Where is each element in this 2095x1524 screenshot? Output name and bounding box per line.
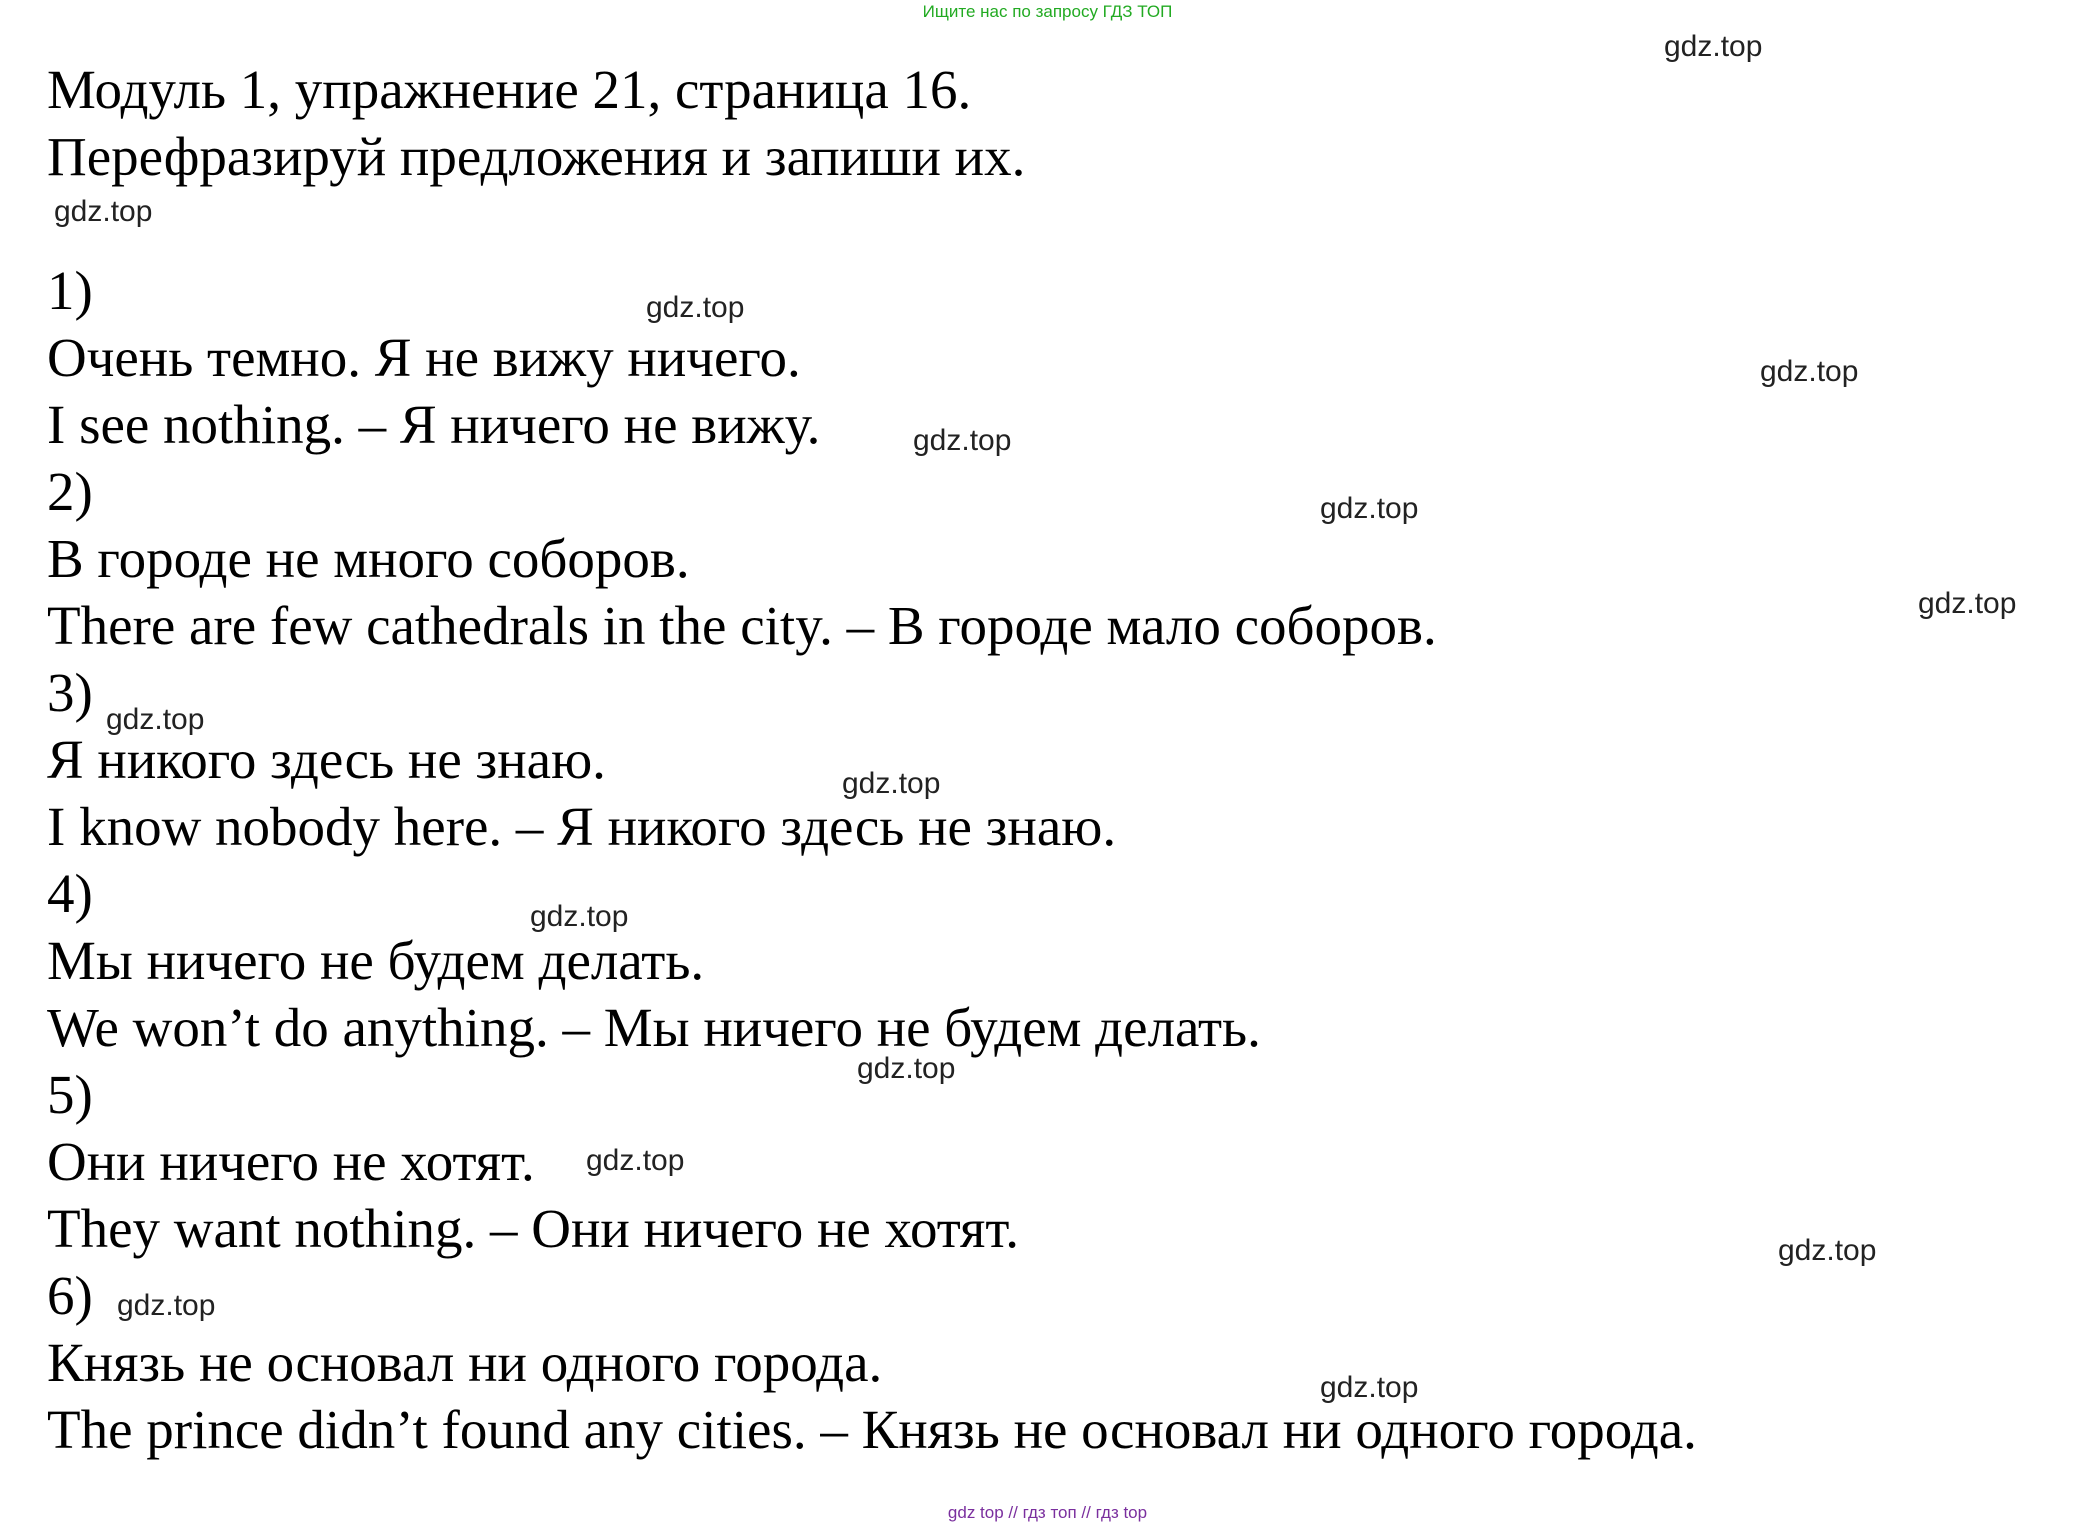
- footer-text: gdz top // гдз топ // гдз top: [947, 1503, 1148, 1522]
- watermark: gdz.top: [586, 1144, 685, 1177]
- exercise-russian: Очень темно. Я не вижу ничего.: [47, 327, 801, 388]
- watermark: gdz.top: [54, 195, 153, 228]
- exercise-number: 1): [47, 260, 93, 321]
- watermark: gdz.top: [913, 424, 1012, 457]
- watermark: gdz.top: [1918, 587, 2017, 620]
- exercise-number: 5): [47, 1064, 93, 1125]
- exercise-number: 4): [47, 863, 93, 924]
- top-banner: Ищите нас по запросу ГДЗ ТОП: [922, 2, 1173, 21]
- exercise-russian: Князь не основал ни одного города.: [47, 1332, 883, 1393]
- exercise-number: 2): [47, 461, 93, 522]
- watermark: gdz.top: [842, 767, 941, 800]
- watermark: gdz.top: [106, 703, 205, 736]
- exercise-russian: В городе не много соборов.: [47, 528, 690, 589]
- exercise-russian: Я никого здесь не знаю.: [47, 729, 606, 790]
- exercise-russian: Мы ничего не будем делать.: [47, 930, 705, 991]
- watermark: gdz.top: [1664, 30, 1763, 63]
- exercise-number: 6): [47, 1265, 93, 1326]
- instruction-text: Перефразируй предложения и запиши их.: [47, 126, 1026, 187]
- watermark: gdz.top: [857, 1052, 956, 1085]
- exercise-answer: They want nothing. – Они ничего не хотят.: [47, 1198, 1019, 1259]
- watermark: gdz.top: [1760, 355, 1859, 388]
- watermark: gdz.top: [1778, 1234, 1877, 1267]
- watermark: gdz.top: [117, 1289, 216, 1322]
- watermark: gdz.top: [530, 900, 629, 933]
- exercise-answer: We won’t do anything. – Мы ничего не будем делать.: [47, 997, 1261, 1058]
- page-title: Модуль 1, упражнение 21, страница 16.: [47, 59, 972, 120]
- exercise-answer: The prince didn’t found any cities. – Князь не основал ни одного города.: [47, 1399, 1697, 1460]
- exercise-answer: I see nothing. – Я ничего не вижу.: [47, 394, 821, 455]
- exercise-russian: Они ничего не хотят.: [47, 1131, 535, 1192]
- exercise-answer: I know nobody here. – Я никого здесь не знаю.: [47, 796, 1117, 857]
- exercise-number: 3): [47, 662, 93, 723]
- exercise-answer: There are few cathedrals in the city. – В городе мало соборов.: [47, 595, 1437, 656]
- watermark: gdz.top: [1320, 492, 1419, 525]
- watermark: gdz.top: [1320, 1371, 1419, 1404]
- watermark: gdz.top: [646, 291, 745, 324]
